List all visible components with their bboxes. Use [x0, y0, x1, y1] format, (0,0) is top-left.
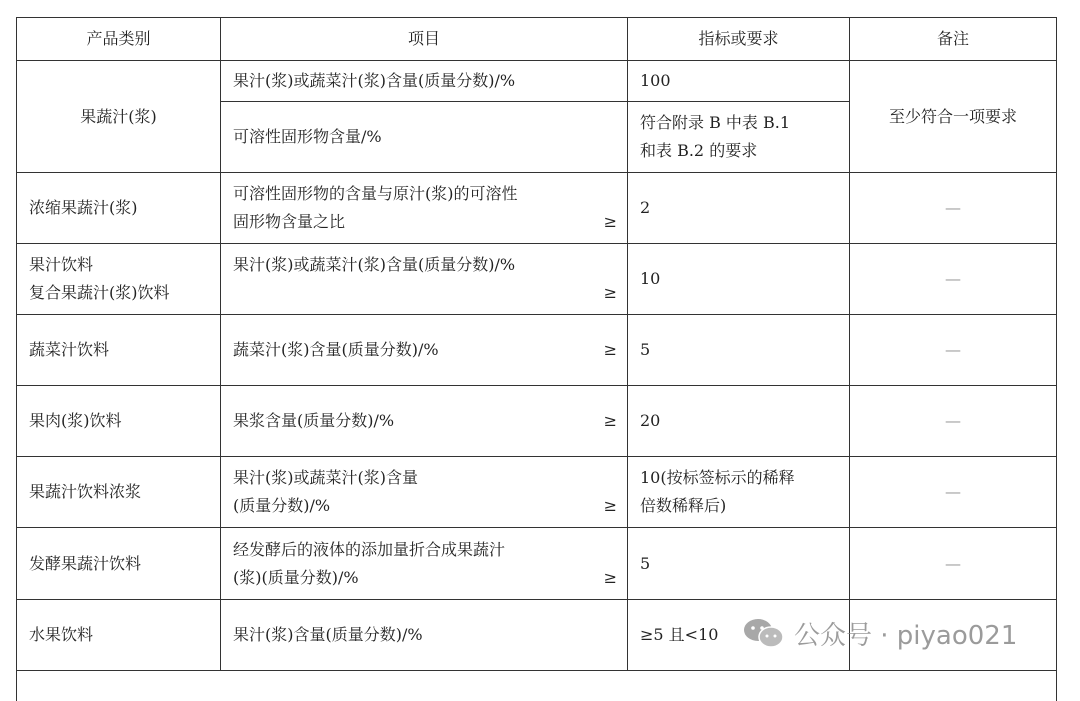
table-row: [17, 315, 1057, 386]
table-row: [17, 61, 1057, 102]
cell-note: [850, 600, 1057, 671]
greater-equal-symbol: ≥: [603, 411, 617, 430]
cell-requirement: 5: [628, 528, 850, 600]
cell-item: 蔬菜汁(浆)含量(质量分数)/% ≥: [221, 315, 628, 386]
cell-category: 果蔬汁饮料浓浆: [17, 457, 221, 528]
greater-equal-symbol: ≥: [603, 496, 617, 515]
cell-category: [17, 244, 221, 315]
cell-item: 果浆含量(质量分数)/% ≥: [221, 386, 628, 457]
cell-category: 发酵果蔬汁饮料: [17, 528, 221, 600]
category-line: 复合果蔬汁(浆)饮料: [29, 283, 170, 302]
cell-category: 浓缩果蔬汁(浆): [17, 173, 221, 244]
table-row: [17, 457, 1057, 528]
requirement-line: 倍数稀释后): [640, 496, 727, 515]
greater-equal-symbol: ≥: [603, 283, 617, 302]
table-row: [17, 386, 1057, 457]
cell-requirement: 10: [628, 244, 850, 315]
item-line: 经发酵后的液体的添加量折合成果蔬汁: [233, 539, 506, 559]
requirement-line: 10(按标签标示的稀释: [640, 468, 795, 487]
requirement-line: 和表 B.2 的要求: [640, 141, 758, 160]
item-line: 果汁(浆)或蔬菜汁(浆)含量: [233, 468, 418, 487]
cell-partial: [17, 671, 1057, 701]
cell-note: —: [850, 457, 1057, 528]
cell-item: 果汁(浆)或蔬菜汁(浆)含量(质量分数)/%: [221, 61, 628, 102]
header-item: 项目: [221, 18, 628, 61]
cell-item: [221, 457, 628, 528]
watermark-text: 公众号 · piyao021: [794, 620, 1018, 651]
cell-item: [221, 244, 628, 315]
table-row-partial: [17, 671, 1057, 701]
cell-requirement: [628, 457, 850, 528]
cell-category: 果肉(浆)饮料: [17, 386, 221, 457]
cell-item: [221, 528, 628, 600]
cell-note: —: [850, 173, 1057, 244]
category-line: 果汁饮料: [29, 255, 94, 274]
cell-note: —: [850, 315, 1057, 386]
header-category: 产品类别: [17, 18, 221, 61]
cell-category: 果蔬汁(浆): [17, 61, 221, 173]
cell-item: [221, 173, 628, 244]
cell-item: 可溶性固形物含量/%: [221, 102, 628, 173]
item-line: 固形物含量之比 ≥: [233, 208, 615, 236]
cell-note: 至少符合一项要求: [850, 61, 1057, 173]
cell-category: 水果饮料: [17, 600, 221, 671]
item-line: 果汁(浆)或蔬菜汁(浆)含量(质量分数)/%: [233, 255, 516, 274]
cell-note: —: [850, 244, 1057, 315]
cell-item: 果汁(浆)含量(质量分数)/%: [221, 600, 628, 671]
cell-note: —: [850, 386, 1057, 457]
cell-requirement: 20: [628, 386, 850, 457]
table-row: [17, 173, 1057, 244]
item-line: [233, 279, 615, 307]
greater-equal-symbol: ≥: [603, 212, 617, 231]
cell-requirement: [628, 102, 850, 173]
table-header-row: [17, 18, 1057, 61]
cell-note: —: [850, 528, 1057, 600]
greater-equal-symbol: ≥: [603, 340, 617, 359]
requirements-table: [16, 17, 1057, 701]
requirement-line: 符合附录 B 中表 B.1: [640, 113, 791, 132]
item-line: 可溶性固形物的含量与原汁(浆)的可溶性: [233, 184, 518, 203]
cell-requirement: 5: [628, 315, 850, 386]
header-note: 备注: [850, 18, 1057, 61]
cell-category: 蔬菜汁饮料: [17, 315, 221, 386]
item-line: (浆)(质量分数)/% ≥: [233, 564, 615, 592]
table-row: [17, 600, 1057, 671]
cell-requirement: 100: [628, 61, 850, 102]
table-row: [17, 528, 1057, 600]
header-requirement: 指标或要求: [628, 18, 850, 61]
table-row: [17, 244, 1057, 315]
cell-requirement: 2: [628, 173, 850, 244]
cell-requirement: ≥5 且<10: [628, 600, 850, 671]
greater-equal-symbol: ≥: [603, 567, 617, 587]
item-line: (质量分数)/% ≥: [233, 492, 615, 520]
